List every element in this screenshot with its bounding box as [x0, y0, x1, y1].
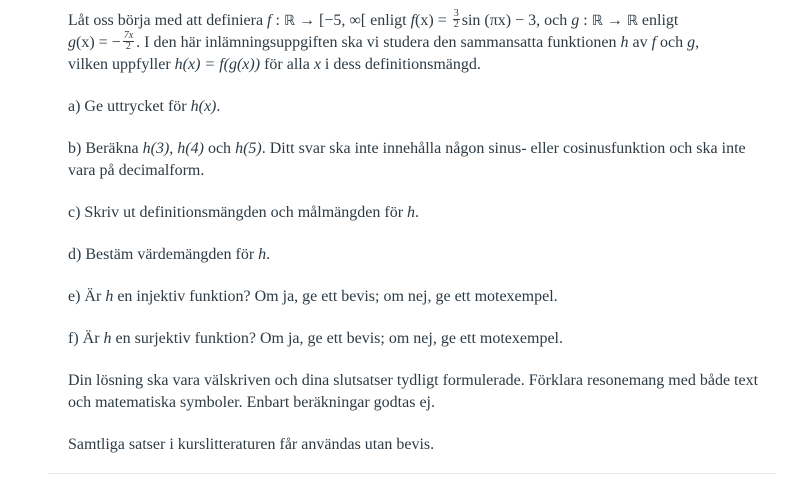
math-expression: h: [258, 246, 267, 263]
fraction-denominator: 2: [453, 18, 459, 30]
math-f: f: [651, 34, 657, 51]
question-text: .: [415, 204, 420, 221]
math-arg: (x): [76, 34, 95, 51]
question-text: e) Är: [68, 288, 106, 305]
math-f: f: [267, 12, 272, 29]
math-x: x: [313, 56, 321, 73]
intro-text: enligt: [366, 12, 411, 29]
question-c: [68, 202, 768, 224]
intro-text: för alla: [260, 56, 314, 73]
math-fraction-7x-2: [123, 31, 134, 52]
math-sin-expression: sin (πx) − 3: [461, 12, 537, 29]
question-text: b) Beräkna: [68, 140, 143, 157]
intro-text: enligt: [637, 12, 679, 29]
question-text: och: [203, 140, 236, 157]
question-text: .: [266, 246, 271, 263]
question-b: [68, 138, 768, 182]
content-divider: [48, 473, 776, 474]
intro-text: ,: [695, 34, 700, 51]
math-arrow: →: [602, 12, 627, 29]
footer-note: Samtliga satser i kurslitteraturen får användas utan bevis.: [68, 436, 435, 453]
intro-text: , och: [536, 12, 572, 29]
fraction-numerator: 7x: [123, 29, 134, 41]
math-g: g: [571, 12, 580, 29]
math-colon: :: [579, 12, 592, 29]
question-text: en injektiv funktion? Om ja, ge ett bevis; om nej, ge ett motexempel.: [113, 288, 558, 305]
math-g: g: [687, 34, 696, 51]
question-text: c) Skriv ut definitionsmängden och målmängden för: [68, 204, 408, 221]
math-eq: = −: [94, 34, 121, 51]
question-e: [68, 286, 768, 308]
math-f: f: [410, 12, 416, 29]
intro-text: Låt oss börja med att definiera: [68, 12, 268, 29]
math-colon: :: [271, 12, 284, 29]
fraction-denominator: 2: [125, 40, 131, 52]
math-expression: h(5): [235, 140, 262, 157]
math-composition: h(x) = f(g(x)): [174, 56, 261, 73]
question-text: .: [216, 98, 221, 115]
math-g: g: [68, 34, 76, 51]
math-eq: =: [433, 12, 451, 29]
math-reals: ℝ: [626, 13, 638, 29]
question-a: [68, 96, 768, 118]
intro-text: . I den här inlämningsuppgiften ska vi studera den sammansatta funktionen: [136, 34, 621, 51]
question-d: [68, 244, 768, 266]
math-arrow: →: [295, 12, 320, 29]
question-text: . Ditt svar ska inte innehålla någon sinus- eller cosinusfunktion och ska inte vara på decimalform.: [68, 140, 746, 179]
question-text: en surjektiv funktion? Om ja, ge ett bevis; om nej, ge ett motexempel.: [111, 330, 563, 347]
question-text: a) Ge uttrycket för: [68, 98, 191, 115]
math-expression: h: [103, 330, 112, 347]
math-reals: ℝ: [283, 13, 296, 29]
intro-text: i dess definitionsmängd.: [320, 56, 481, 73]
math-codomain: [−5, ∞[: [319, 12, 367, 29]
question-text: f) Är: [68, 330, 104, 347]
math-fraction-3-2: [453, 9, 460, 30]
question-text: d) Bestäm värdemängden för: [68, 246, 259, 263]
intro-text: av: [628, 34, 652, 51]
math-expression: h: [105, 288, 114, 305]
math-reals: ℝ: [591, 13, 603, 29]
math-expression: h: [407, 204, 416, 221]
math-expression: h(x): [190, 98, 217, 115]
assignment-content: [68, 7, 768, 476]
intro-text: och: [656, 34, 688, 51]
question-f: [68, 328, 768, 350]
intro-text: vilken uppfyller: [68, 56, 175, 73]
fraction-numerator: 3: [453, 7, 459, 19]
instructions-paragraph: Din lösning ska vara välskriven och dina slutsatser tydligt formulerade. Förklara resonemang med både text och matematiska symboler. Enbart beräkningar godtas ej.: [68, 372, 759, 411]
math-arg: (x): [415, 12, 434, 29]
math-h: h: [620, 34, 629, 51]
intro-paragraph: [68, 7, 768, 76]
math-expression: h(3), h(4): [142, 140, 204, 157]
